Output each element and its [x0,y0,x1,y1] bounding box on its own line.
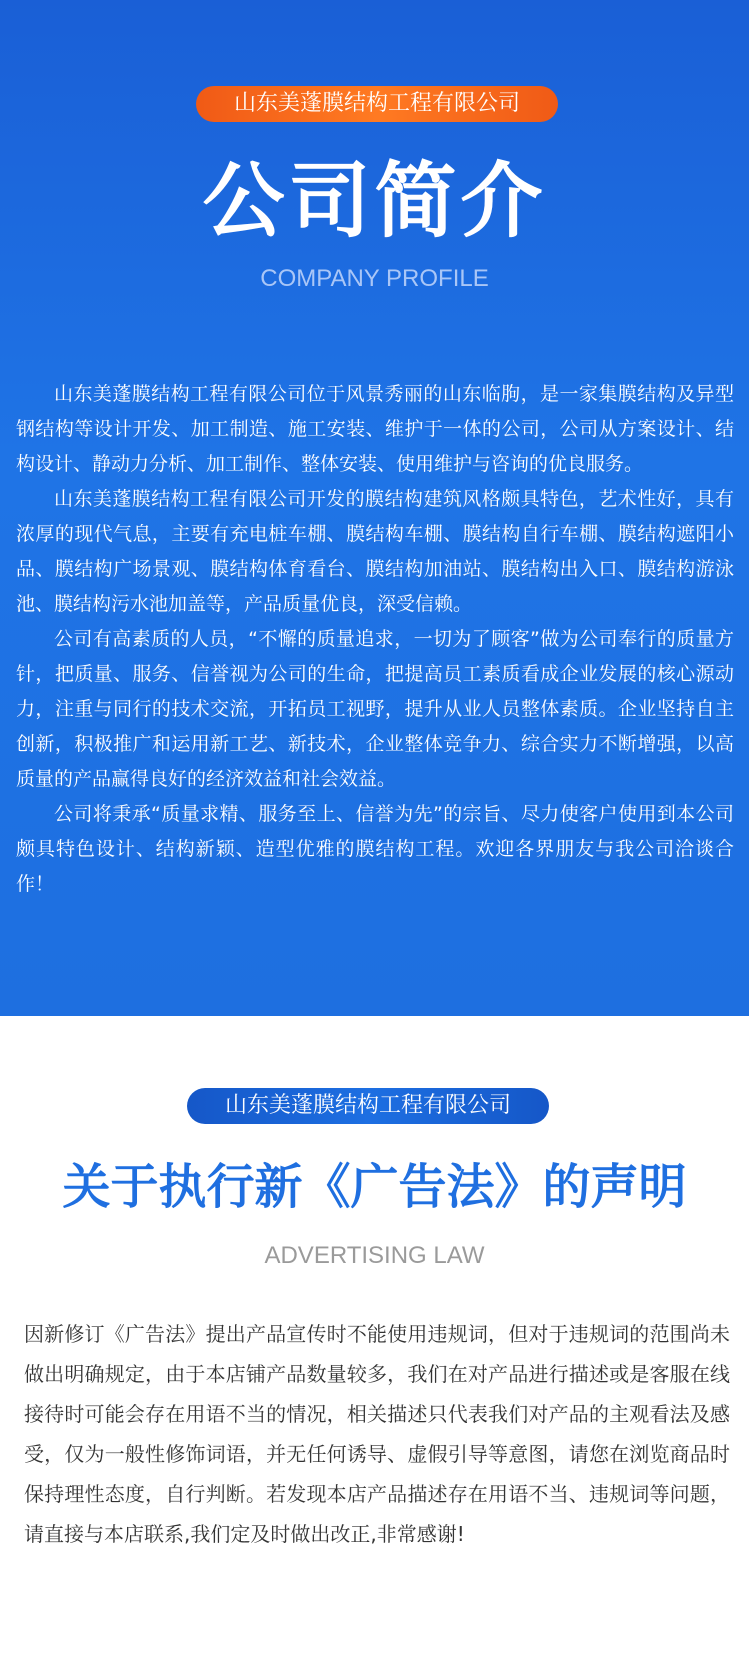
profile-paragraph: 山东美蓬膜结构工程有限公司开发的膜结构建筑风格颇具特色，艺术性好，具有浓厚的现代气息，主要有充电桩车棚、膜结构车棚、膜结构自行车棚、膜结构遮阳小品、膜结构广场景观、膜结构体育看台、膜结构加油站、膜结构出入口、膜结构游泳池、膜结构污水池加盖等，产品质量优良，深受信赖。 [16,488,734,615]
company-name-badge: 山东美蓬膜结构工程有限公司 [196,86,558,122]
profile-paragraph: 山东美蓬膜结构工程有限公司位于风景秀丽的山东临朐，是一家集膜结构及异型钢结构等设计开发、加工制造、施工安装、维护于一体的公司，公司从方案设计、结构设计、静动力分析、加工制作、整体安装、使用维护与咨询的优良服务。 [16,383,734,475]
profile-body [16,377,734,902]
profile-subtitle: COMPANY PROFILE [260,265,489,292]
profile-paragraph: 公司有高素质的人员，“不懈的质量追求，一切为了顾客”做为公司奉行的质量方针，把质量、服务、信誉视为公司的生命，把提高员工素质看成企业发展的核心源动力，注重与同行的技术交流，开拓员工视野，提升从业人员整体素质。企业坚持自主创新，积极推广和运用新工艺、新技术，企业整体竞争力、综合实力不断增强，以高质量的产品赢得良好的经济效益和社会效益。 [16,628,734,790]
ad-notice-body [24,1314,730,1554]
ad-notice-title: 关于执行新《广告法》的声明 [62,1159,687,1215]
profile-title: 公司简介 [202,154,547,249]
company-name-badge: 山东美蓬膜结构工程有限公司 [187,1088,549,1124]
ad-notice-paragraph: 因新修订《广告法》提出产品宣传时不能使用违规词，但对于违规词的范围尚未做出明确规定，由于本店铺产品数量较多，我们在对产品进行描述或是客服在线接待时可能会存在用语不当的情况，相关描述只代表我们对产品的主观看法及感受，仅为一般性修饰词语，并无任何诱导、虚假引导等意图，请您在浏览商品时保持理性态度，自行判断。若发现本店产品描述存在用语不当、违规词等问题，请直接与本店联系,我们定及时做出改正,非常感谢! [24,1322,730,1546]
ad-notice-subtitle: ADVERTISING LAW [264,1242,485,1269]
profile-paragraph: 公司将秉承“质量求精、服务至上、信誉为先”的宗旨、尽力使客户使用到本公司颇具特色设计、结构新颖、造型优雅的膜结构工程。欢迎各界朋友与我公司洽谈合作！ [16,803,734,895]
